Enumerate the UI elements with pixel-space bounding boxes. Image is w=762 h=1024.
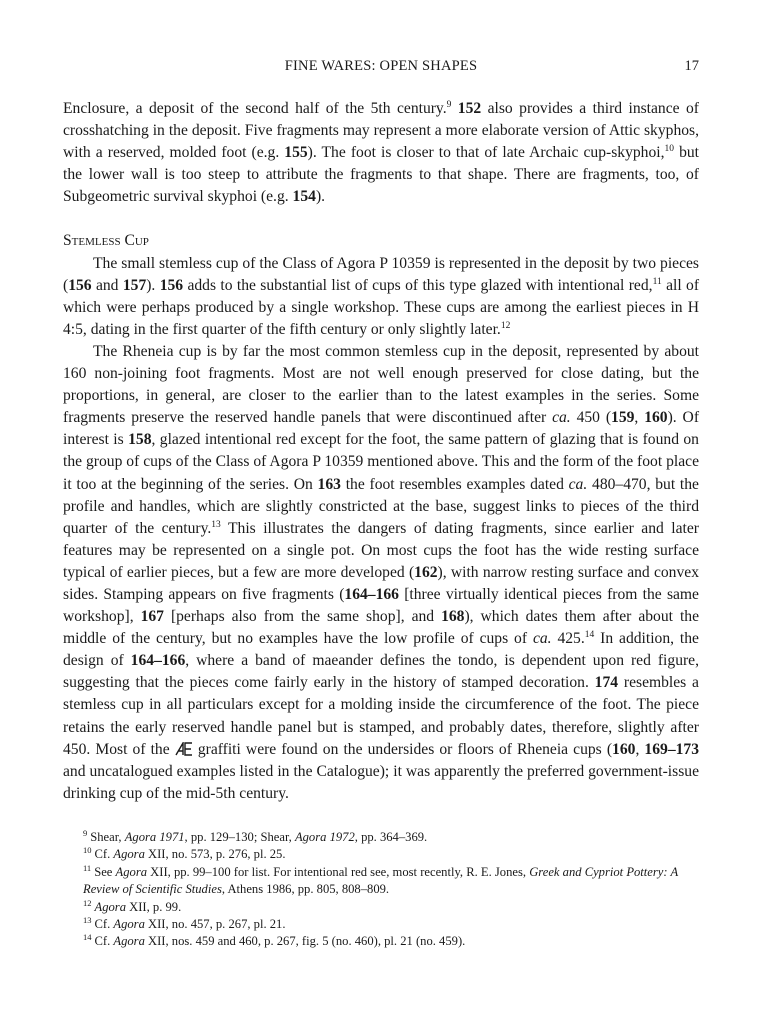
paragraph-3: The Rheneia cup is by far the most common stemless cup in the deposit, represented by about 160 non-joining foot fragments. Most are not well enough preserved for close dating, but the proportions, in general, are closer to the earlier than to the latest examples in the series. Some fragments preserve the reserved handle panels that were discontinued after ca. 450 (159, 160). Of interest is 158, glazed intentional red except for the foot, the same pattern of glazing that is found on the group of cups of the Class of Agora P 10359 mentioned above. This and the form of the foot place it too at the beginning of the series. On 163 the foot resembles examples dated ca. 480–470, but the profile and handles, which are slightly constricted at the base, suggest links to pieces of the third quarter of the century.$^{13}$ This illustrates the dangers of dating fragments, since earlier and later features may be represented on a single pot. On most cups the foot has the wide resting surface typical of earlier pieces, but a few are more developed (162), with narrow resting surface and convex sides. Stamping appears on five fragments (164–166 [three virtually identical pieces from the same workshop], 167 [perhaps also from the same shop], and 168), which dates them after about the middle of the century, but no examples have the low profile of cups of ca. 425.14 In addition, the design of 164–166, where a band of maeander defines the tondo, is dependent upon red figure, suggesting that the pieces come fairly early in the history of stamped decoration. 174 resembles a stemless cup in all particulars except for a molding inside the circumference of the foot. The piece retains the early reserved handle panel but is stamped, and probably dates, therefore, slightly after 450. Most of the graffiti were found on the undersides or floors of Rheneia cups (160, 169–173 and uncatalogued examples listed in the Catalogue); it was apparently the preferred government-issue drinking cup of the mid-5th century. (63, 342, 700, 802)
footnote-12: $^{12}$ Agora XII, p. 99. (83, 897, 182, 914)
graffito-symbol-icon (175, 742, 193, 756)
footnote-ref: 11 (652, 276, 662, 287)
body-text (63, 98, 699, 805)
footnote-9: $^9$ Shear, Agora 1971, pp. 129–130; Shear, Agora 1972, pp. 364–369. (83, 827, 428, 844)
footnote-ref: 12 (500, 320, 511, 331)
footnote-ref: 10 (664, 144, 675, 155)
footnote-13: $^{13}$ Cf. Agora XII, no. 457, p. 267, pl. 21. (83, 914, 286, 931)
footnotes (63, 829, 699, 951)
page-number: 17 (684, 58, 699, 74)
footnote-ref: 14 (584, 630, 595, 641)
footnote-14: $^{14}$ Cf. Agora XII, nos. 459 and 460, p. 267, fig. 5 (no. 460), pl. 21 (no. 459). (83, 932, 466, 949)
running-title: FINE WARES: OPEN SHAPES (284, 58, 478, 74)
footnote-ref: 9 (446, 100, 452, 110)
section-heading: Stemless Cup (63, 232, 149, 250)
running-head (63, 58, 699, 80)
paragraph-1: Enclosure, a deposit of the second half of the 5th century.$^9$ 152 also provides a third instance of crosshatching in the deposit. Five fragments may represent a more elaborate version of Attic skyphos, with a reserved, molded foot (e.g. 155). The foot is closer to that of late Archaic cup-skyphoi,$^{10}$ but the lower wall is too steep to attribute the fragments to that shape. There are fragments, too, of Subgeometric survival skyphoi (e.g. 154). (63, 100, 699, 206)
paragraph-2: The small stemless cup of the Class of Agora P 10359 is represented in the deposit by two pieces (156 and 157). 156 adds to the substantial list of cups of this type glazed with intentional red,$^{11}$ all of which were perhaps produced by a single workshop. These cups are among the earliest pieces in H 4:5, dating in the first quarter of the fifth century or only slightly later.$^{12}$ (63, 254, 700, 338)
footnote-ref: 13 (211, 519, 221, 530)
footnote-10: $^{10}$ Cf. Agora XII, no. 573, p. 276, pl. 25. (83, 845, 286, 862)
page (63, 58, 699, 951)
footnote-11: $^{11}$ See Agora XII, pp. 99–100 for list. For intentional red see, most recently, R. E. Jones, Greek and Cypriot Pottery: A Review of Scientific Studies, Athens 1986, pp. 805, 808–809. (83, 862, 678, 897)
